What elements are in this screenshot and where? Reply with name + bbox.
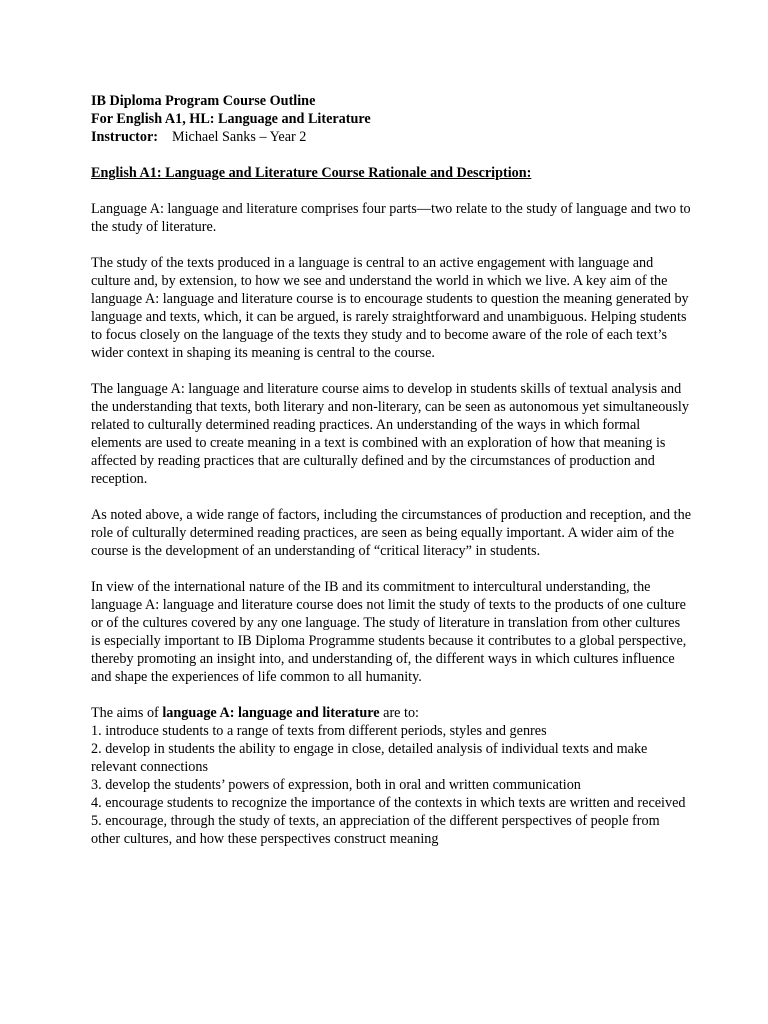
aims-intro-suffix: are to: [379,705,419,721]
aim-item: 3. develop the students’ powers of expression, both in oral and written communication [91,777,581,793]
paragraph-3: The language A: language and literature course aims to develop in students skills of textual analysis and the understanding that texts, both literary and non-literary, can be seen as autonomous yet simultaneously related to culturally determined reading practices. An understanding of the ways in which formal elements are used to create meaning in a text is combined with an exploration of how that meaning is affected by reading practices that are culturally defined and by the circumstances of production and reception. [91,381,689,487]
instructor-label: Instructor: [91,129,158,145]
document-page [91,92,691,848]
course-name: For English A1, HL: Language and Literature [91,111,371,127]
aim-item: 5. encourage, through the study of texts, an appreciation of the different perspectives of people from other cultures, and how these perspectives construct meaning [91,813,660,847]
aim-item: 4. encourage students to recognize the importance of the contexts in which texts are written and received [91,795,686,811]
document-title: IB Diploma Program Course Outline [91,93,316,109]
aim-item: 1. introduce students to a range of texts from different periods, styles and genres [91,723,547,739]
paragraph-2: The study of the texts produced in a language is central to an active engagement with language and culture and, by extension, to how we see and understand the world in which we live. A key aim of the language A: language and literature course is to encourage students to question the meaning generated by language and texts, which, it can be argued, is rarely straightforward and unambiguous. Helping students to focus closely on the language of the texts they study and to become aware of the role of each text’s wider context in shaping its meaning is central to the course. [91,255,689,361]
instructor-name: Michael Sanks – Year 2 [171,129,307,145]
aims-intro [91,704,691,722]
paragraph-5: In view of the international nature of the IB and its commitment to intercultural understanding, the language A: language and literature course does not limit the study of texts to the products of one culture or of the cultures covered by any one language. The study of literature in translation from other cultures is especially important to IB Diploma Programme students because it contributes to a global perspective, thereby promoting an insight into, and understanding of, the different ways in which cultures influence and shape the experiences of life common to all humanity. [91,579,687,685]
aims-list [91,722,691,848]
paragraph-4: As noted above, a wide range of factors, including the circumstances of production and reception, and the role of culturally determined reading practices, are seen as being equally important. A wider aim of the course is the development of an understanding of “critical literacy” in students. [91,507,692,559]
instructor-line [91,128,691,146]
aims-intro-prefix: The aims of [91,705,163,721]
aims-intro-bold: language A: language and literature [162,705,380,721]
section-title: English A1: Language and Literature Course Rationale and Description: [91,165,532,181]
aim-item: 2. develop in students the ability to engage in close, detailed analysis of individual texts and make relevant connections [91,741,648,775]
paragraph-1: Language A: language and literature comprises four parts—two relate to the study of language and two to the study of literature. [91,201,691,235]
